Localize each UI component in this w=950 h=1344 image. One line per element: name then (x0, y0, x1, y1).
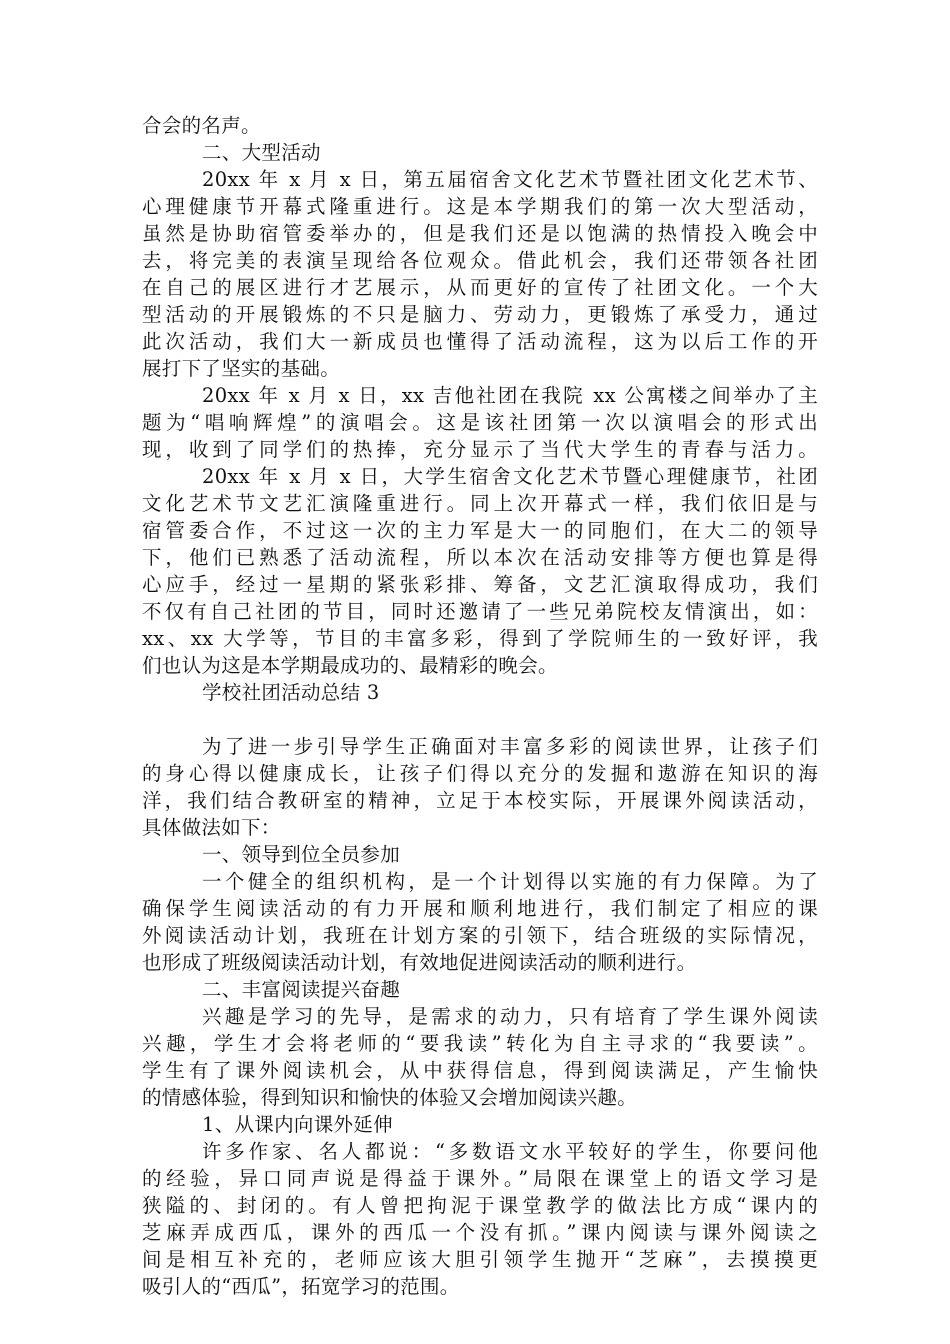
text-line: 合会的名声。 (142, 114, 261, 137)
text-line: 此次活动，我们大一新成员也懂得了活动流程，这为以后工作的开 (142, 330, 818, 353)
text-line: 心应手，经过一星期的紧张彩排、筹备，文艺汇演取得成功，我们 (142, 573, 818, 596)
text-line: 洋，我们结合教研室的精神，立足于本校实际，开展课外阅读活动， (142, 789, 818, 812)
text-line: 去，将完美的表演呈现给各位观众。借此机会，我们还带领各社团 (142, 249, 818, 272)
text-line: 二、丰富阅读提兴奋趣 (202, 978, 401, 1001)
text-line: 型活动的开展锻炼的不只是脑力、劳动力，更锻炼了承受力，通过 (142, 303, 818, 326)
text-line: 也形成了班级阅读活动计划，有效地促进阅读活动的顺利进行。 (142, 951, 697, 974)
text-line: 题为“唱响辉煌”的演唱会。这是该社团第一次以演唱会的形式出 (142, 411, 818, 434)
text-line: 20xx 年 x 月 x 日，第五届宿舍文化艺术节暨社团文化艺术节、 (202, 168, 818, 191)
text-line: 学生有了课外阅读机会，从中获得信息，得到阅读满足，产生愉快 (142, 1059, 818, 1082)
text-line: 宿管委合作，不过这一次的主力军是大一的同胞们，在大二的领导 (142, 519, 818, 542)
text-line: 们也认为这是本学期最成功的、最精彩的晚会。 (142, 654, 558, 677)
text-line: 一、领导到位全员参加 (202, 843, 401, 866)
text-line: 下，他们已熟悉了活动流程，所以本次在活动安排等方便也算是得 (142, 546, 818, 569)
text-line: 为了进一步引导学生正确面对丰富多彩的阅读世界，让孩子们 (202, 735, 818, 758)
text-line: 许多作家、名人都说：“多数语文水平较好的学生，你要问他 (202, 1140, 818, 1163)
blank-line (142, 706, 818, 733)
text-line: 20xx 年 x 月 x 日，大学生宿舍文化艺术节暨心理健康节，社团 (202, 465, 818, 488)
text-line: 展打下了坚实的基础。 (142, 357, 341, 380)
text-line: 虽然是协助宿管委举办的，但是我们还是以饱满的热情投入晚会中 (142, 222, 818, 245)
text-line: 学校社团活动总结 3 (202, 681, 380, 704)
text-line: 现，收到了同学们的热捧，充分显示了当代大学生的青春与活力。 (142, 438, 818, 461)
text-line: 的经验，异口同声说是得益于课外。”局限在课堂上的语文学习是 (142, 1167, 818, 1190)
text-line: 兴趣是学习的先导，是需求的动力，只有培育了学生课外阅读 (202, 1005, 818, 1028)
text-line: 具体做法如下： (142, 816, 281, 839)
text-line: 兴趣，学生才会将老师的“要我读”转化为自主寻求的“我要读”。 (142, 1032, 818, 1055)
document-page (142, 112, 818, 1300)
text-line: 吸引人的“西瓜”，拓宽学习的范围。 (142, 1275, 460, 1298)
text-line: 心理健康节开幕式隆重进行。这是本学期我们的第一次大型活动， (142, 195, 818, 218)
text-line: xx、xx 大学等，节目的丰富多彩，得到了学院师生的一致好评，我 (142, 627, 818, 650)
text-line: 不仅有自己社团的节目，同时还邀请了一些兄弟院校友情演出，如： (142, 600, 818, 623)
text-line: 二、大型活动 (202, 141, 321, 164)
text-line: 1、从课内向课外延伸 (202, 1113, 393, 1136)
text-line: 一个健全的组织机构，是一个计划得以实施的有力保障。为了 (202, 870, 818, 893)
text-line: 外阅读活动计划，我班在计划方案的引领下，结合班级的实际情况， (142, 924, 818, 947)
text-line: 间是相互补充的，老师应该大胆引领学生抛开“芝麻”，去摸摸更 (142, 1248, 818, 1271)
text-line: 文化艺术节文艺汇演隆重进行。同上次开幕式一样，我们依旧是与 (142, 492, 818, 515)
text-line: 芝麻弄成西瓜，课外的西瓜一个没有抓。”课内阅读与课外阅读之 (142, 1221, 818, 1244)
text-line: 的身心得以健康成长，让孩子们得以充分的发掘和遨游在知识的海 (142, 762, 818, 785)
text-line: 20xx 年 x 月 x 日，xx 吉他社团在我院 xx 公寓楼之间举办了主 (202, 384, 818, 407)
text-line: 确保学生阅读活动的有力开展和顺利地进行，我们制定了相应的课 (142, 897, 818, 920)
text-line: 在自己的展区进行才艺展示，从而更好的宣传了社团文化。一个大 (142, 276, 818, 299)
text-line: 狭隘的、封闭的。有人曾把拘泥于课堂教学的做法比方成“课内的 (142, 1194, 818, 1217)
text-line: 的情感体验，得到知识和愉快的体验又会增加阅读兴趣。 (142, 1086, 638, 1109)
